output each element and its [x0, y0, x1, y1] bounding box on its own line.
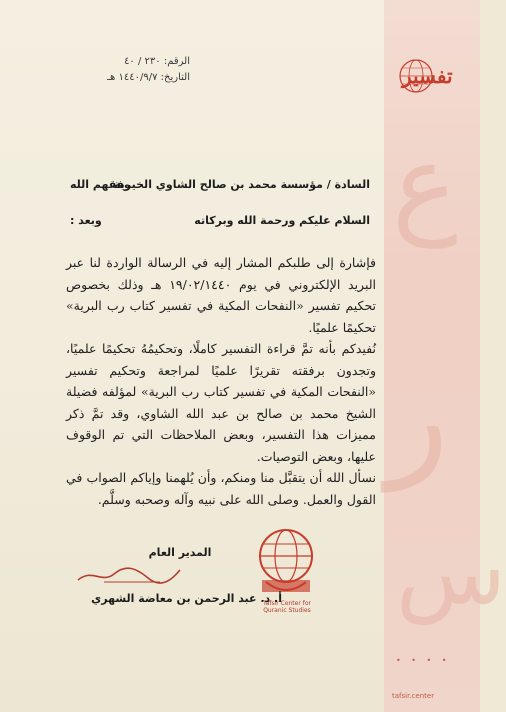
stamp-label: Tafsir Center for Quranic Studies — [263, 600, 311, 614]
reference-date: التاريخ: ١٤٤٠/٩/٧ هـ — [107, 72, 190, 83]
body-paragraph-3: نسأل الله أن يتقبَّل منا ومنكم، وأن يُلهمنا وإياكم الصواب في القول والعمل. وصلى الله على نبيه وآله وصحبه وسلَّم. — [66, 470, 376, 507]
after-text: وبعد : — [70, 214, 102, 227]
reference-block — [70, 54, 190, 86]
reference-number: الرقم: ٢٣٠ / ٤٠ — [124, 56, 190, 67]
stamp-icon — [246, 520, 326, 600]
handwritten-signature — [74, 562, 184, 588]
social-icons: • • • • — [396, 656, 451, 665]
letter-body — [66, 252, 376, 510]
signatory-title: المدير العام — [148, 546, 212, 559]
website-text: tafsir.center — [392, 692, 435, 700]
body-paragraph-2: نُفيدكم بأنه تمَّ قراءة التفسير كاملًا، وتحكيمُهُ تحكيمًا علميًا، وتجدون برفقته تقريرًا علميًا لمراجعة وتحكيم تفسير «النفحات المكية في تفسير كتاب رب البرية» لمؤلفه فضيلة الشيخ محمد بن صالح بن عبد الله الشاوي، وقد تمَّ ذكر مميزات هذا التفسير، وبعض الملاحظات التي تم الوقوف عليها، وبعض التوصيات. — [66, 341, 376, 464]
sidebar-watermark-glyph: س — [396, 520, 506, 625]
sidebar-watermark-glyph: ع — [392, 120, 458, 248]
addressee-name: السادة / مؤسسة محمد بن صالح الشاوي الخيرية — [114, 178, 370, 191]
signatory-name: أ. د. عبد الرحمن بن معاضة الشهري — [91, 592, 282, 605]
sidebar-logo-text: تفسير — [402, 64, 453, 88]
sidebar-watermark-glyph: ر — [386, 340, 449, 492]
addressee-blessing: وفقهم الله — [70, 178, 131, 191]
body-paragraph-1: فإشارة إلى طلبكم المشار إليه في الرسالة الواردة لنا عبر البريد الإلكتروني في يوم ١٩/٠٢/١٤٤٠ هـ وذلك بخصوص تحكيم تفسير «النفحات المكية في تفسير كتاب رب البرية» تحكيمًا علميًا. — [66, 255, 377, 335]
salam-text: السلام عليكم ورحمة الله وبركاته — [194, 214, 370, 227]
